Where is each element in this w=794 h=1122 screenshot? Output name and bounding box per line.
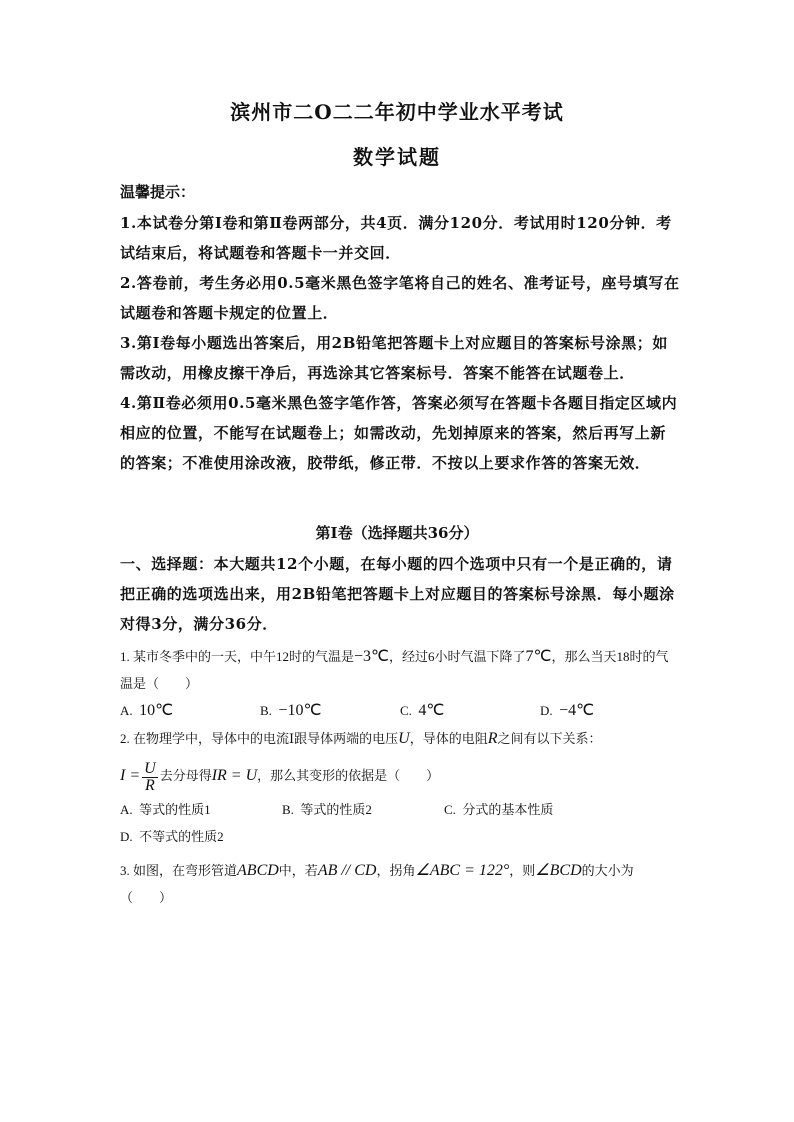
q2-stem-part-c: 之间有以下关系： [497,731,602,746]
question-3 [120,857,680,911]
section-instruction-text: 一、选择题：本大题共12个小题，在每小题的四个选项中只有一个是正确的，请把正确的选项选出来，用2B铅笔把答题卡上对应题目的答案标号涂黑．每小题涂对得3分，满分36分． [120,555,675,633]
q3-shape-abcd: ABCD [237,862,279,879]
q2-formula-lhs: I = [120,767,141,784]
notes-heading: 温馨提示： [120,183,196,201]
q1-option-a[interactable]: A. 10℃ [120,702,174,719]
exam-subtitle: 数学试题 [353,145,441,169]
q3-stem-part-c: ，拐角 [376,863,416,878]
question-2-formula-line [120,756,680,796]
question-2 [120,725,680,850]
q2-option-b[interactable]: B. 等式的性质2 [282,802,372,817]
q2-stem-part-d: 去分母得 [159,768,212,783]
q3-stem-part-a: 3. 如图，在弯形管道 [120,863,238,878]
q1-options [120,697,680,724]
q2-stem-part-e: ，那么其变形的依据是（ ） [257,768,440,783]
question-2-stem [120,725,680,752]
q3-answer-blank: （ ） [120,890,173,905]
q2-frac-numerator: U [144,759,156,777]
question-1-stem [120,643,680,697]
q3-stem-part-e: 的大小为 [581,863,634,878]
q1-stem-part-a: 1. 某市冬季中的一天，中午12时的气温是 [120,649,355,664]
q3-parallel-relation: AB // CD [317,862,377,879]
q3-stem-part-b: 中，若 [278,863,318,878]
q2-fraction [142,761,158,794]
q2-stem-part-b: ，导体的电阻 [409,731,488,746]
question-3-stem [120,857,680,884]
note-item-1: 1.本试卷分第Ⅰ卷和第Ⅱ卷两部分，共4页．满分120分．考试用时120分钟．考试结束后，将试题卷和答题卡一并交回． [120,214,672,262]
question-1 [120,643,680,724]
section-instruction [120,549,680,639]
q2-var-u: U [398,730,410,747]
q2-var-r: R [487,730,498,747]
q2-option-c[interactable]: C. 分式的基本性质 [444,802,554,817]
q2-option-a[interactable]: A. 等式的性质1 [120,802,211,817]
q1-temp-noon: −3℃ [354,648,390,665]
q1-option-b[interactable]: B. −10℃ [260,702,322,719]
q3-stem-part-d: ，则 [509,863,536,878]
q1-stem-part-c: ，那么当天18时的气温是（ ） [120,649,669,691]
q1-stem-part-b: ，经过6小时气温下降了 [389,649,526,664]
q2-formula-ir-u: IR = U [211,767,258,784]
note-item-3: 3.第Ⅰ卷每小题选出答案后，用2B铅笔把答题卡上对应题目的答案标号涂黑；如需改动，用橡皮擦干净后，再选涂其它答案标号．答案不能答在试题卷上． [120,334,668,382]
note-item-4: 4.第Ⅱ卷必须用0.5毫米黑色签字笔作答，答案必须写在答题卡各题目指定区域内相应的位置，不能写在试题卷上；如需改动，先划掉原来的答案，然后再写上新的答案；不准使用涂改液，胶带纸，修正带．不按以上要求作答的答案无效． [120,394,678,472]
q2-stem-part-a: 2. 在物理学中，导体中的电流Ⅰ跟导体两端的电压 [120,731,399,746]
note-item-2: 2.答卷前，考生务必用0.5毫米黑色签字笔将自己的姓名、准考证号，座号填写在试题卷和答题卡规定的位置上． [120,274,680,322]
q1-option-c[interactable]: C. 4℃ [400,702,445,719]
q2-frac-denominator: R [145,776,155,794]
notes-list [120,208,680,478]
q2-option-d[interactable]: D. 不等式的性质2 [120,829,224,844]
q3-angle-bcd: ∠BCD [535,862,582,879]
section-heading: 第Ⅰ卷（选择题共36分） [315,524,479,542]
q1-option-d[interactable]: D. −4℃ [540,702,595,719]
exam-title: 滨州市二O二二年初中学业水平考试 [230,100,564,124]
q2-options [120,796,680,850]
q3-angle-abc: ∠ABC = 122° [415,862,510,879]
q1-temp-drop: 7℃ [525,648,552,665]
